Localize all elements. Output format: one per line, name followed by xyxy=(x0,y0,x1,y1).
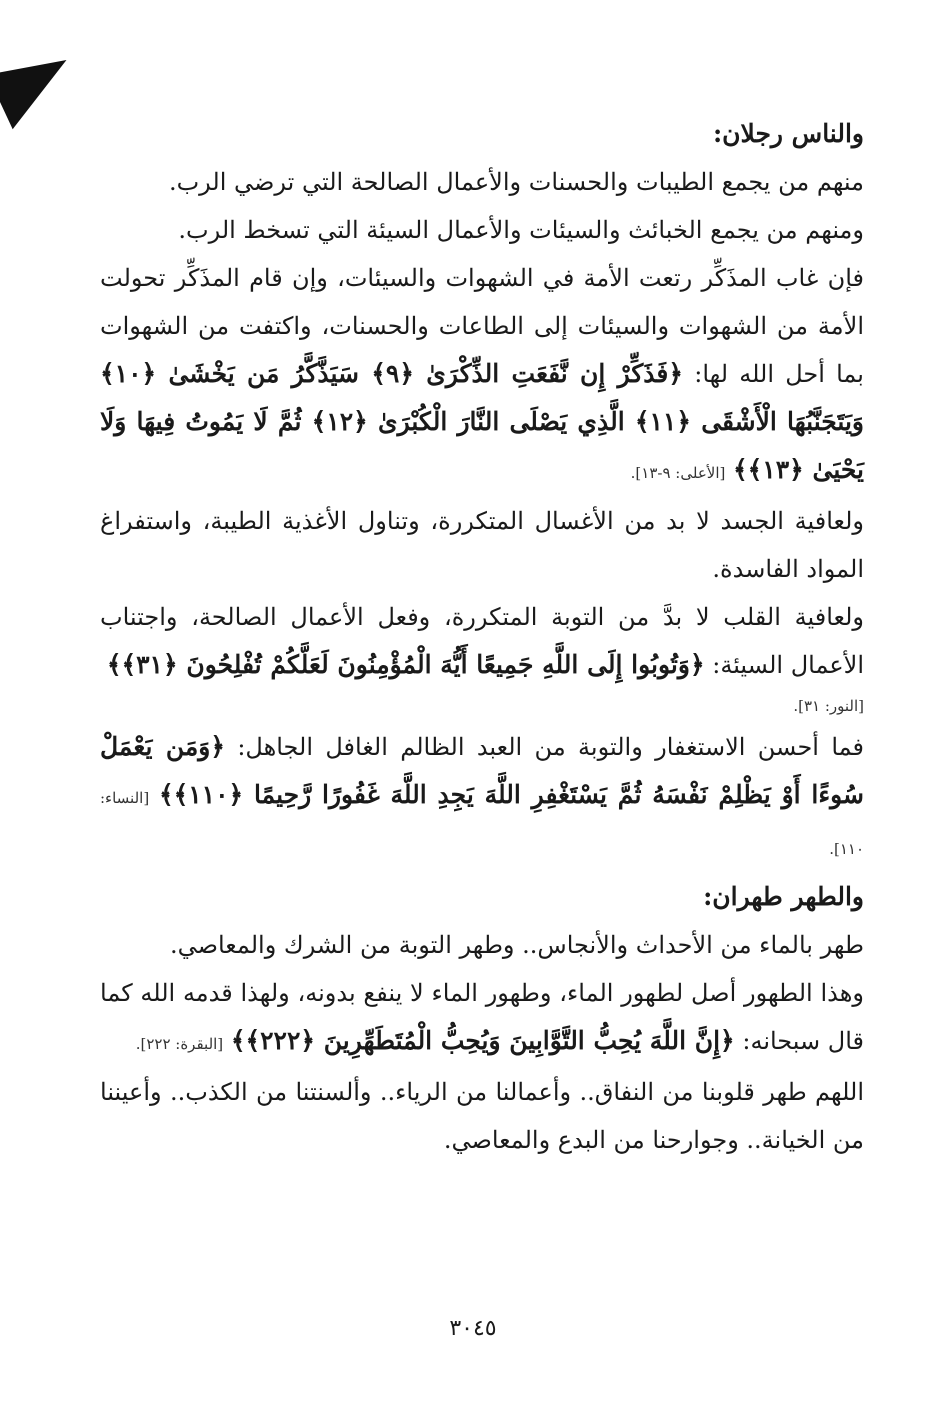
heading-people: والناس رجلان: xyxy=(712,119,864,148)
quran-verse-nisa: ﴿وَمَن يَعْمَلْ سُوءًا أَوْ يَظْلِمْ نَفْسَهُ ثُمَّ يَسْتَغْفِرِ اللَّهَ يَجِدِ اللَّهَ غَفُورًا رَّحِيمًا ﴿١١٠﴾﴾ xyxy=(100,732,864,809)
reminder-text: فإن غاب المذَكِّر رتعت الأمة في الشهوات والسيئات، وإن قام المذَكِّر تحولت الأمة من الشهوات والسيئات إلى الطاعات والحسنات، واكتفت من الشهوات بما أحل الله لها: xyxy=(100,264,865,388)
paragraph-supplication: اللهم طهر قلوبنا من النفاق.. وأعمالنا من الرياء.. وألسنتنا من الكذب.. وأعيننا من الخيانة.. وجوارحنا من البدع والمعاصي. xyxy=(100,1078,864,1154)
quran-verse-ala: ﴿فَذَكِّرْ إِن نَّفَعَتِ الذِّكْرَىٰ ﴿٩﴾ سَيَذَّكَّرُ مَن يَخْشَىٰ ﴿١٠﴾ وَيَتَجَنَّبُهَا الْأَشْقَى ﴿١١﴾ الَّذِي يَصْلَى النَّارَ الْكُبْرَىٰ ﴿١٢﴾ ثُمَّ لَا يَمُوتُ فِيهَا وَلَا يَحْيَىٰ ﴿١٣﴾﴾ xyxy=(100,359,864,484)
paragraph-heart-health xyxy=(100,593,864,689)
page-body xyxy=(100,110,864,1164)
paragraph-purity-origin xyxy=(100,969,864,1068)
paragraph-body-health: ولعافية الجسد لا بد من الأغسال المتكررة، وتناول الأغذية الطيبة، واستفراغ المواد الفاسدة. xyxy=(100,507,864,583)
repentance-text: فما أحسن الاستغفار والتوبة من العبد الظالم الغافل الجاهل: xyxy=(237,733,864,761)
paragraph-good-people: منهم من يجمع الطيبات والحسنات والأعمال الصالحة التي ترضي الرب. xyxy=(168,168,864,196)
quran-verse-baqara: ﴿إِنَّ اللَّهَ يُحِبُّ التَّوَّابِينَ وَيُحِبُّ الْمُتَطَهِّرِينَ ﴿٢٢٢﴾﴾ xyxy=(230,1026,735,1055)
purity-origin-text: وهذا الطهور أصل لطهور الماء، وطهور الماء لا ينفع بدونه، ولهذا قدمه الله كما قال سبحانه: xyxy=(100,979,864,1055)
page-corner-mark xyxy=(0,42,83,129)
paragraph-repentance xyxy=(100,723,864,873)
page-number: ٣٠٤٥ xyxy=(449,1316,497,1341)
heading-purity: والطهر طهران: xyxy=(703,882,864,911)
quran-verse-nur: ﴿وَتُوبُوا إِلَى اللَّهِ جَمِيعًا أَيُّهَ الْمُؤْمِنُونَ لَعَلَّكُمْ تُفْلِحُونَ ﴿٣١﴾﴾ xyxy=(106,650,705,679)
verse-reference-nur: [النور: ٣١]. xyxy=(793,697,864,715)
paragraph-two-purities: طهر بالماء من الأحداث والأنجاس.. وطهر التوبة من الشرك والمعاصي. xyxy=(169,931,864,959)
verse-reference-baqara: [البقرة: ٢٢٢]. xyxy=(135,1035,224,1053)
verse-reference-ala: [الأعلى: ٩-١٣]. xyxy=(630,464,726,482)
heart-health-text: ولعافية القلب لا بدَّ من التوبة المتكررة، وفعل الأعمال الصالحة، واجتناب الأعمال السيئة: xyxy=(100,603,864,679)
verse-reference-nisa: [النساء: ١١٠]. xyxy=(100,789,864,858)
paragraph-reminder xyxy=(100,254,864,497)
paragraph-bad-people: ومنهم من يجمع الخبائث والسيئات والأعمال السيئة التي تسخط الرب. xyxy=(178,216,864,244)
